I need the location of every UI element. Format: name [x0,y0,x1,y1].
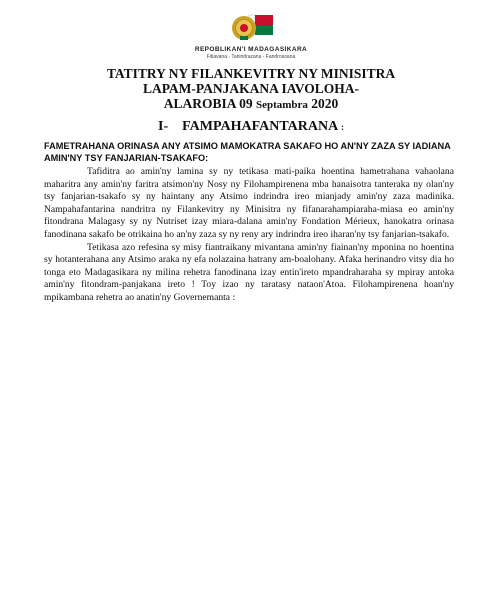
section-label: FAMPAHAFANTARANA [182,119,338,134]
document-title [0,66,502,113]
section-heading [0,118,502,136]
republic-header [0,46,502,60]
paragraph: Tafiditra ao amin'ny lamina sy ny tetikasa mati-paika hoentina hametrahana vahaolana maharitra any amin'ny faritra atsimon'ny Nosy ny Filohampirenena mba hanaisotra tanteraka ny olan'ny tsy fanjarian-tsakafo sy ny haintany any Atsimo indrindra ireo mianjady amin'ny zaza madinika. Nampahafantarina nandritra ny Filankevitry ny Minisitra ny fifanarahampiaraha-miasa eo amin'ny fitondrana Malagasy sy ny Nutriset izay miara-dalana amin'ny Fondation Mérieux, hanokatra orinasa fanodinana sakafo be otrikaina ho an'ny zaza sy ny reny ary indrindra ireo iharan'ny tsy fanjarian-tsakafo. [44,166,454,240]
section-separator: : [340,122,344,132]
title-line-1: TATITRY NY FILANKEVITRY NY MINISITRA [106,66,396,81]
section-number: I- [158,119,169,134]
subheading: FAMETRAHANA ORINASA ANY ATSIMO MAMOKATRA SAKAFO HO AN'NY ZAZA SY IADIANA AMIN'NY TSY FANJARIAN-TSAKAFO: [44,141,451,163]
republic-motto: Fitiavana - Tanindrazana - Fandrosoana [206,54,296,60]
republic-name: REPOBLIKAN'I MADAGASIKARA [194,46,308,53]
body-text [44,166,454,305]
title-line-2: LAPAM-PANJAKANA IAVOLOHA- [142,81,360,96]
madagascar-emblem-icon [229,8,277,48]
title-line-3: ALAROBIA 09 Septambra 2020 [163,96,339,111]
paragraph: Tetikasa azo refesina sy misy fiantraikany mivantana amin'ny fiainan'ny mponina no hoentina sy hotanterahana any Atsimo araka ny efa nolazaina hatrany am-boalohany. Afaka herinandro vitsy dia ho tonga eto Madagasikara ny milina rehetra fanodinana izay entin'ireto mpandraharaha sy mpiray antoka amin'ny fitondram-panjakana ireto ! Toy izao ny taratasy nataon'Atoa. Filohampirenena hoan'ny mpikambana rehetra ao anatin'ny Governemanta : [44,241,454,303]
